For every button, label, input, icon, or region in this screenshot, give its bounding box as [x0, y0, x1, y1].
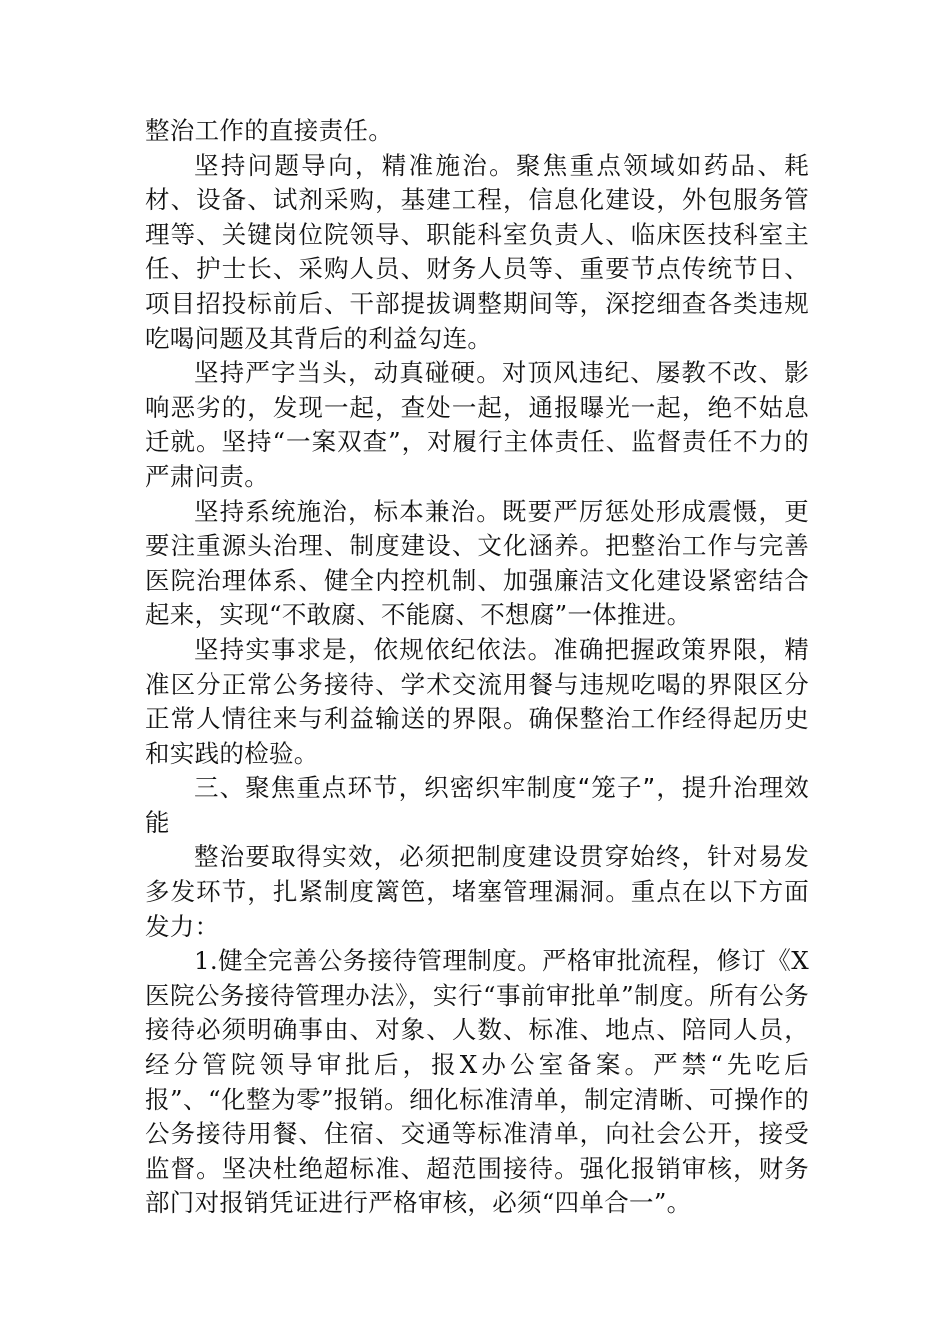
paragraph-item-one-reception-system: 1.健全完善公务接待管理制度。严格审批流程，修订《X医院公务接待管理办法》，实行“事前审批单”制度。所有公务接待必须明确事由、对象、人数、标准、地点、陪同人员，经分管院领导审批后，报X办公室备案。严禁“先吃后报”、“化整为零”报销。细化标准清单，制定清晰、可操作的公务接待用餐、住宿、交通等标准清单，向社会公开，接受监督。坚决杜绝超标准、超范围接待。强化报销审核，财务部门对报销凭证进行严格审核，必须“四单合一”。 [145, 946, 809, 1218]
paragraph-systematic-governance: 坚持系统施治，标本兼治。既要严厉惩处形成震慑，更要注重源头治理、制度建设、文化涵养。把整治工作与完善医院治理体系、健全内控机制、加强廉洁文化建设紧密结合起来，实现“不敢腐、不能腐、不想腐”一体推进。 [145, 496, 809, 630]
paragraph-continuation: 整治工作的直接责任。 [145, 116, 393, 145]
paragraph-seek-truth: 坚持实事求是，依规依纪依法。准确把握政策界限，精准区分正常公务接待、学术交流用餐与违规吃喝的界限区分正常人情往来与利益输送的界限。确保整治工作经得起历史和实践的检验。 [145, 634, 809, 768]
paragraph-strict-discipline: 坚持严字当头，动真碰硬。对顶风违纪、屡教不改、影响恶劣的，发现一起，查处一起，通报曝光一起，绝不姑息迁就。坚持“一案双查”，对履行主体责任、监督责任不力的严肃问责。 [145, 358, 809, 491]
document-body [145, 114, 809, 1221]
paragraph-problem-oriented: 坚持问题导向，精准施治。聚焦重点领域如药品、耗材、设备、试剂采购，基建工程，信息化建设，外包服务管理等、关键岗位院领导、职能科室负责人、临床医技科室主任、护士长、采购人员、财务人员等、重要节点传统节日、项目招投标前后、干部提拔调整期间等，深挖细查各类违规吃喝问题及其背后的利益勾连。 [145, 150, 809, 353]
section-heading-three: 三、聚焦重点环节，织密织牢制度“笼子”，提升治理效能 [145, 773, 809, 837]
paragraph-section-intro: 整治要取得实效，必须把制度建设贯穿始终，针对易发多发环节，扎紧制度篱笆，堵塞管理漏洞。重点在以下方面发力： [145, 842, 809, 941]
